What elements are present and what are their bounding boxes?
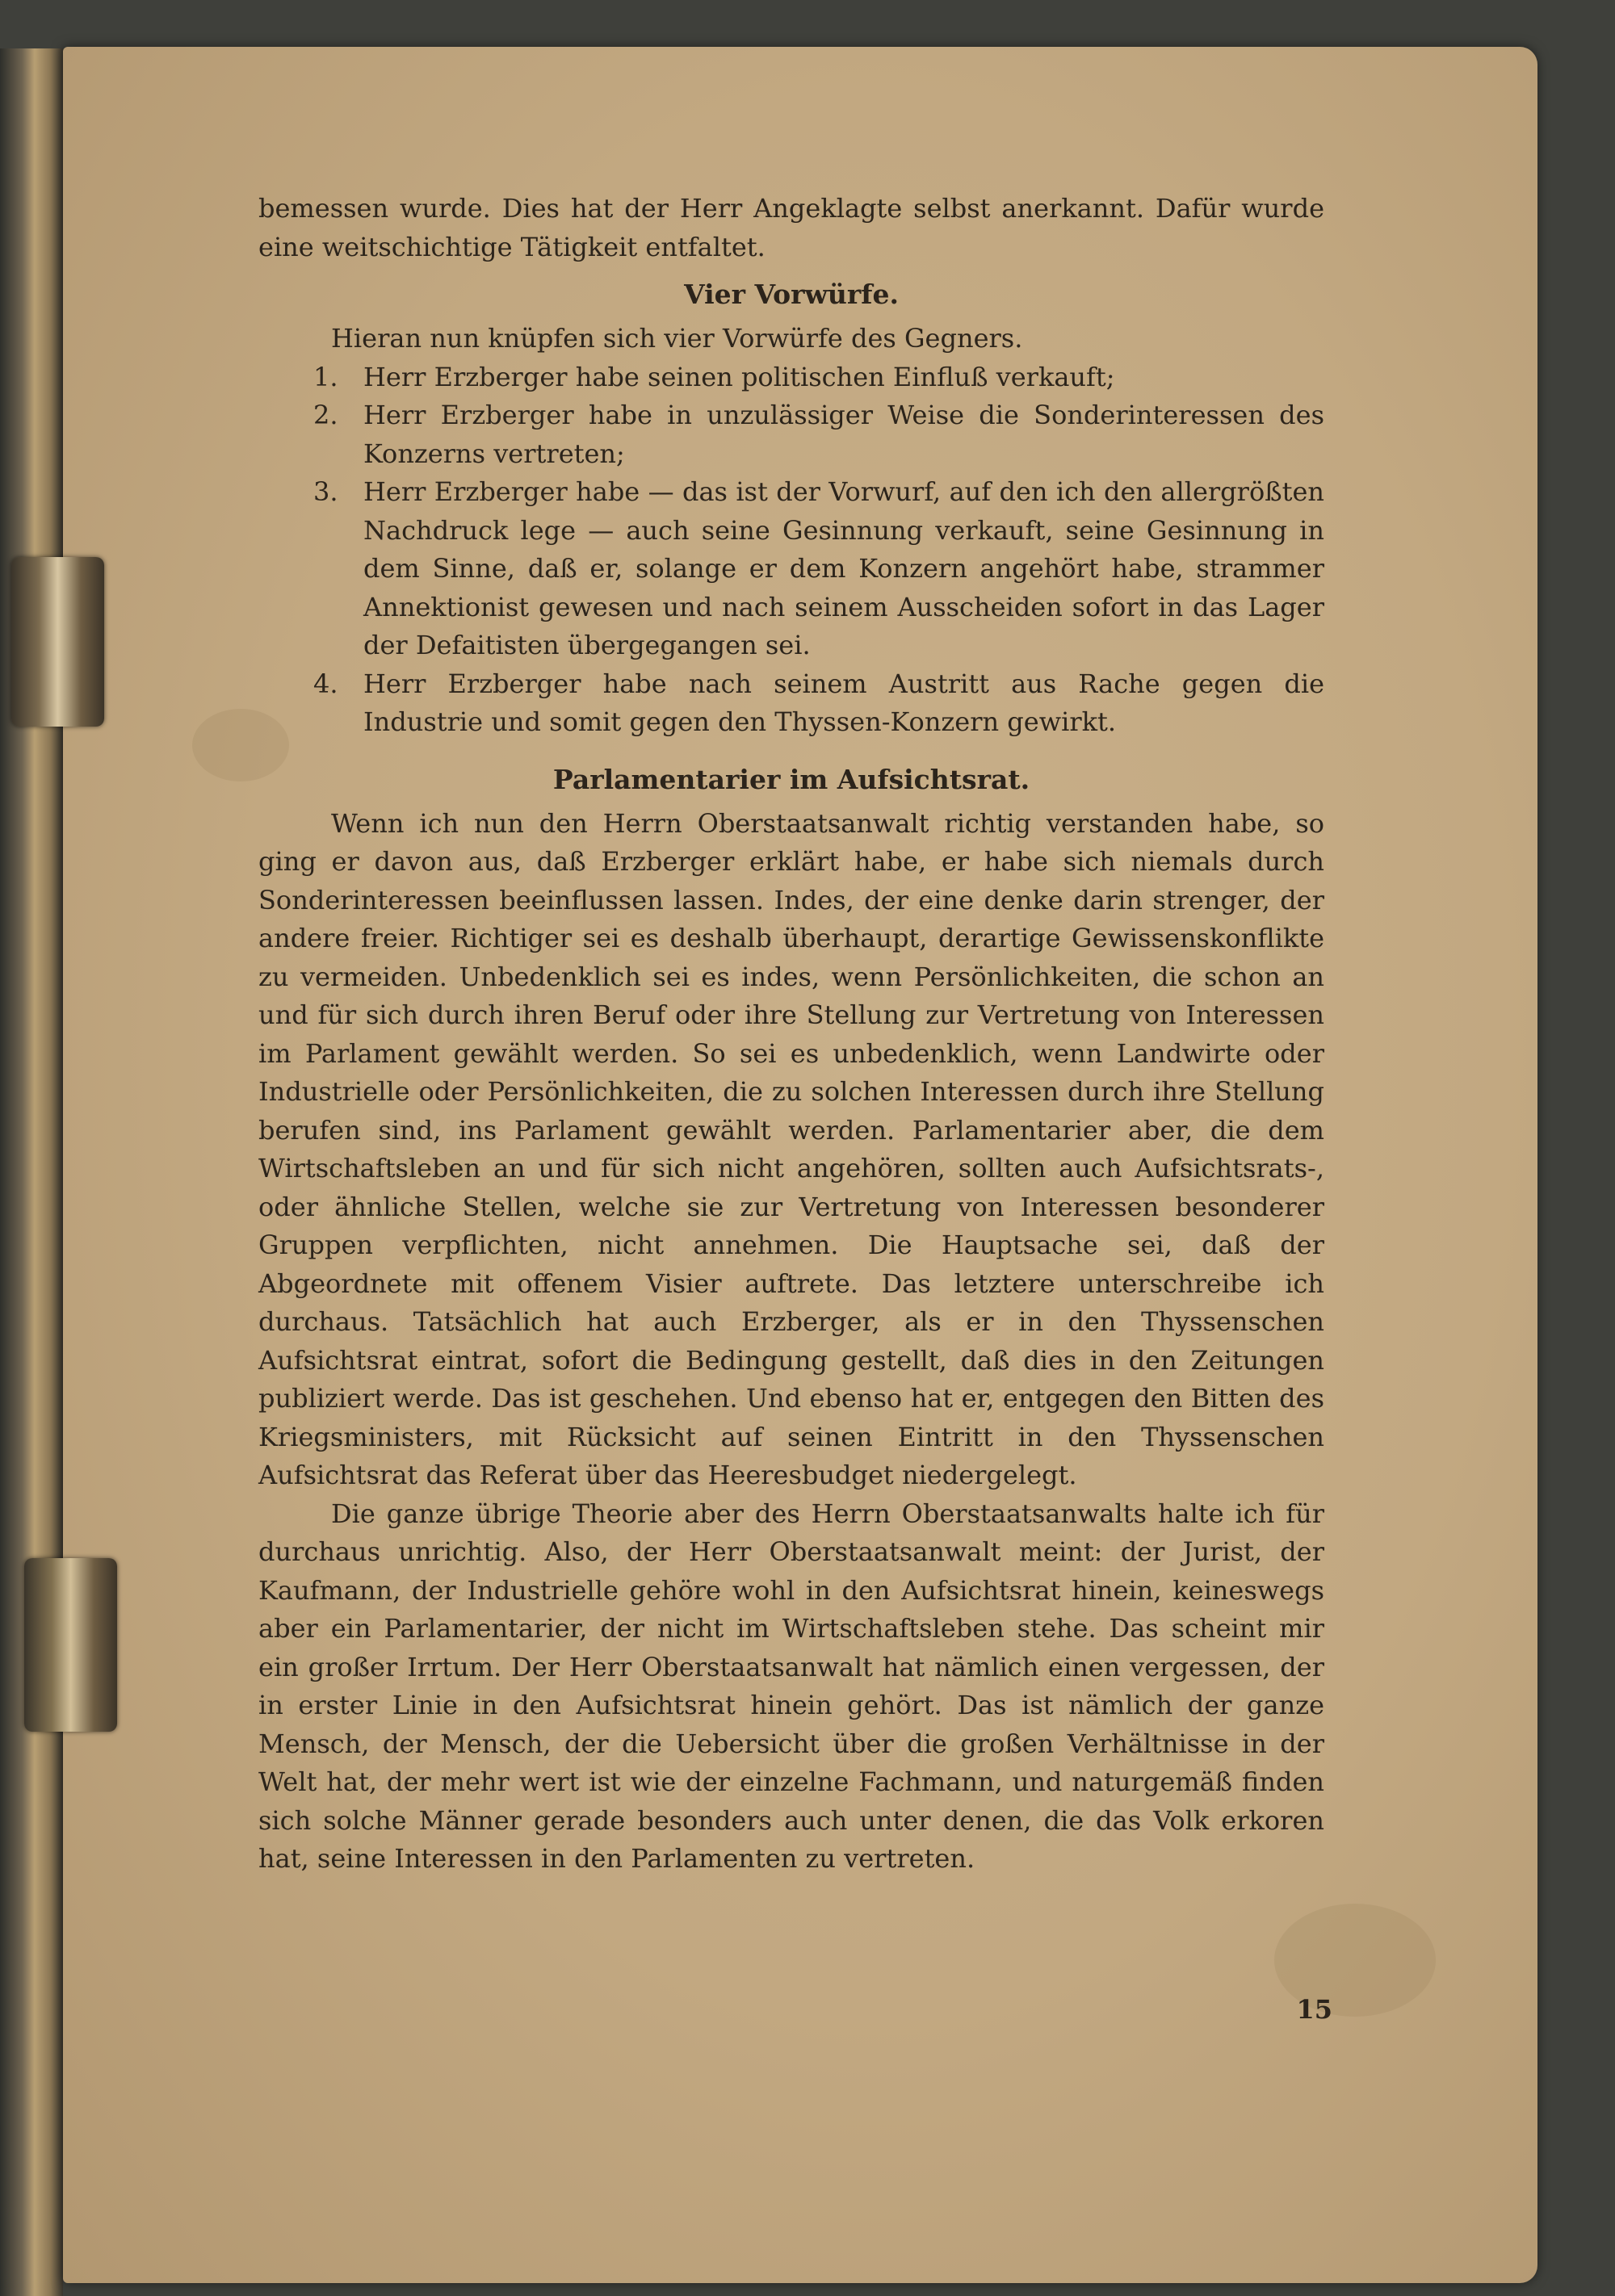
body-paragraph: Die ganze übrige Theorie aber des Herrn Oberstaatsanwalts halte ich für durchaus unrichtig. Also, der Herr Oberstaatsanwalt meint: der Jurist, der Kaufmann, der Industrielle gehöre wohl in den Aufsichtsrat hinein, keineswegs aber ein Parlamentarier, der nicht im Wirtschaftsleben stehe. Das scheint mir ein großer Irrtum. Der Herr Oberstaatsanwalt hat nämlich einen vergessen, der in erster Linie in den Aufsichtsrat hinein gehört. Das ist nämlich der ganze Mensch, der Mensch, der die Uebersicht über die großen Verhältnisse in der Welt hat, der mehr wert ist wie der einzelne Fachmann, und naturgemäß finden sich solche Männer gerade besonders auch unter denen, die das Volk erkoren hat, seine Interessen in den Parlamenten zu vertreten. [258, 1498, 1324, 1874]
list-item [258, 396, 1324, 473]
list-item [258, 665, 1324, 742]
list-item-text: Herr Erzberger habe in unzulässiger Weise die Sonderinteressen des Konzerns vertreten; [363, 400, 1324, 469]
section-heading-vier-vorwuerfe: Vier Vorwürfe. [684, 279, 899, 310]
list-item-number: 1. [313, 361, 338, 392]
list-item-number: 2. [313, 400, 338, 430]
list-item-text: Herr Erzberger habe nach seinem Austritt aus Rache gegen die Industrie und somit gegen den Thyssen-Konzern gewirkt. [363, 668, 1324, 737]
list-item [258, 358, 1324, 397]
page-number: 15 [1296, 1994, 1332, 2025]
list-item-text: Herr Erzberger habe — das ist der Vorwurf, auf den ich den allergrößten Nachdruck lege — auch seine Gesinnung verkauft, seine Gesinnung in dem Sinne, daß er, solange er dem Konzern angehört habe, strammer Annektionist gewesen und nach seinem Ausscheiden sofort in das Lager der Defaitisten übergegangen sei. [363, 476, 1324, 660]
body-paragraph: Wenn ich nun den Herrn Oberstaatsanwalt richtig verstanden habe, so ging er davon aus, daß Erzberger erklärt habe, er habe sich niemals durch Sonderinteressen beeinflussen lassen. Indes, der eine denke darin strenger, der andere freier. Richtiger sei es deshalb überhaupt, derartige Gewissenskonflikte zu vermeiden. Unbedenklich sei es indes, wenn Persönlichkeiten, die schon an und für sich durch ihren Beruf oder ihre Stellung zur Vertretung von Interessen im Parlament gewählt werden. So sei es unbedenklich, wenn Landwirte oder Industrielle oder Persönlichkeiten, die zu solchen Interessen durch ihre Stellung berufen sind, ins Parlament gewählt werden. Parlamentarier aber, die dem Wirtschaftsleben an und für sich nicht angehören, sollten auch Aufsichtsrats-, oder ähnliche Stellen, welche sie zur Vertretung von Interessen besonderer Gruppen verpflichten, nicht annehmen. Die Hauptsache sei, daß der Abgeordnete mit offenem Visier auftrete. Das letztere unterschreibe ich durchaus. Tatsächlich hat auch Erzberger, als er in den Thyssenschen Aufsichtsrat eintrat, sofort die Bedingung gestellt, daß dies in den Zeitungen publiziert werde. Das ist geschehen. Und ebenso hat er, entgegen den Bitten des Kriegsministers, mit Rücksicht auf seinen Eintritt in den Thyssenschen Aufsichtsrat das Referat über das Heeresbudget niedergelegt. [258, 807, 1324, 1490]
opening-paragraph: bemessen wurde. Dies hat der Herr Angeklagte selbst anerkannt. Dafür wurde eine weitschichtige Tätigkeit entfaltet. [258, 193, 1324, 262]
book-spine [0, 48, 63, 2296]
list-item-text: Herr Erzberger habe seinen politischen Einfluß verkauft; [363, 361, 1115, 392]
section-heading-parlamentarier: Parlamentarier im Aufsichtsrat. [552, 763, 1030, 795]
page-text [258, 190, 1324, 1879]
list-item [258, 473, 1324, 665]
list-intro: Hieran nun knüpfen sich vier Vorwürfe des Gegners. [331, 323, 1023, 354]
binding-thread-top [11, 557, 104, 727]
list-item-number: 3. [313, 476, 338, 507]
list-item-number: 4. [313, 668, 338, 699]
binding-thread-bottom [24, 1558, 117, 1732]
